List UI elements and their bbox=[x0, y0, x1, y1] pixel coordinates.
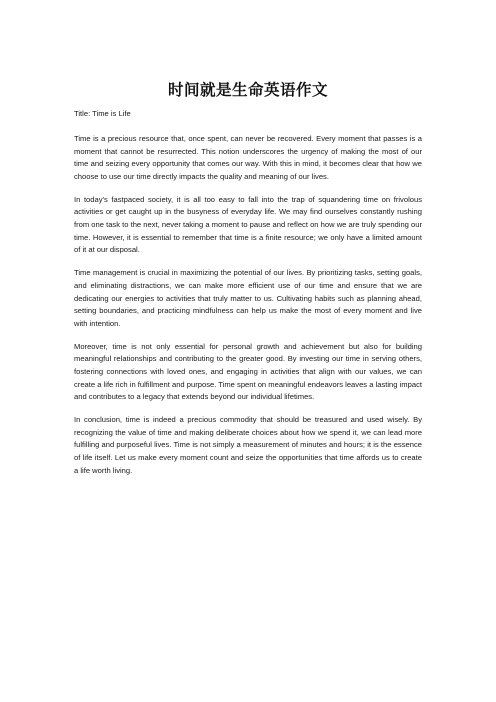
paragraph-5: In conclusion, time is indeed a precious commodity that should be treasured and used wisely. By recognizing the value of time and making deliberate choices about how we spend it, we can lead more fulfilling and purposeful lives. Time is not simply a measurement of minutes and hours; it is the essence of life itself. Let us make every moment count and seize the opportunities that time affords us to create a life worth living. bbox=[74, 415, 422, 475]
paragraph-1: Time is a precious resource that, once spent, can never be recovered. Every moment that passes is a moment that cannot be resurrected. This notion underscores the urgency of making the most of our time and seizing every opportunity that comes our way. With this in mind, it becomes clear that how we choose to use our time directly impacts the quality and meaning of our lives. bbox=[74, 134, 422, 181]
paragraph-3: Time management is crucial in maximizing the potential of our lives. By prioritizing tasks, setting goals, and eliminating distractions, we can make more efficient use of our time and ensure that we are dedicating our energies to activities that truly matter to us. Cultivating habits such as planning ahead, setting boundaries, and practicing mindfulness can help us make the most of every moment and live with intention. bbox=[74, 268, 422, 328]
document-title: 时间就是生命英语作文 bbox=[167, 81, 328, 99]
paragraph-4: Moreover, time is not only essential for personal growth and achievement but also for building meaningful relationships and contributing to the greater good. By investing our time in serving others, fostering connections with loved ones, and engaging in activities that align with our values, we can create a life rich in fulfillment and purpose. Time spent on meaningful endeavors leaves a lasting impact and contributes to a legacy that extends beyond our individual lifetimes. bbox=[74, 341, 422, 402]
essay-subtitle: Title: Time is Life bbox=[74, 109, 131, 118]
paragraph-2: In today's fastpaced society, it is all too easy to fall into the trap of squandering time on frivolous activities or get caught up in the busyness of everyday life. We may find ourselves constantly rushing from one task to the next, never taking a moment to pause and reflect on how we are truly spending our time. However, it is essential to remember that time is a finite resource; we only have a limited amount of it at our disposal. bbox=[74, 194, 422, 255]
